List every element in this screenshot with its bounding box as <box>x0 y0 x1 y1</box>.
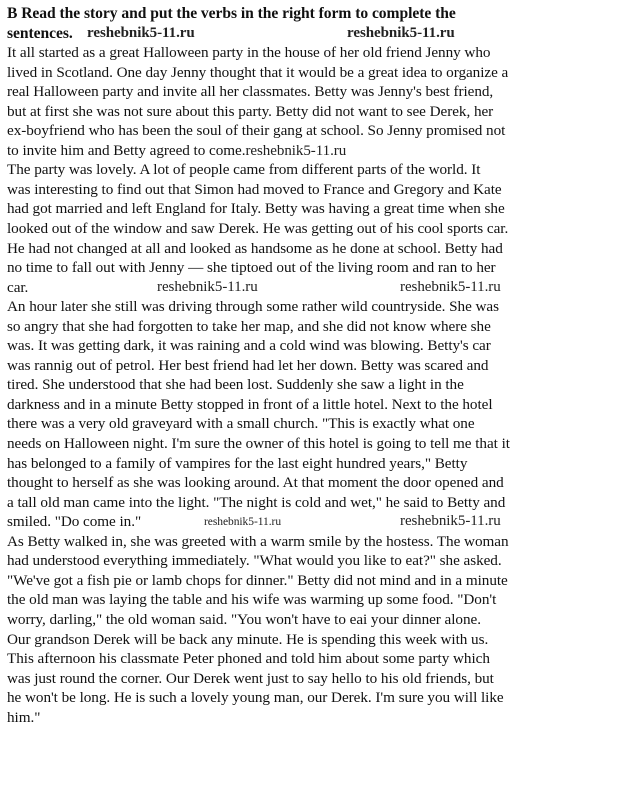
story-line: was rannig out of petrol. Her best friend had let her down. Betty was scared and <box>7 356 489 374</box>
story-line: to invite him and Betty agreed to come.reshebnik5-11.ru <box>7 141 347 159</box>
exercise-heading-cont <box>7 24 619 44</box>
watermark: reshebnik5-11.ru <box>400 278 501 295</box>
story-line: It all started as a great Halloween party in the house of her old friend Jenny who <box>7 44 491 62</box>
story-line: has belonged to a family of vampires for the last eight hundred years," Betty <box>7 454 468 472</box>
story-line: was interesting to find out that Simon had moved to France and Gregory and Kate <box>7 180 502 198</box>
exercise-page <box>7 4 619 727</box>
story-line: real Halloween party and invite all her classmates. Betty was Jenny's best friend, <box>7 83 494 101</box>
story-line: had got married and left England for Italy. Betty was having a great time when she <box>7 200 505 218</box>
story-line: him." <box>7 708 41 726</box>
story-line: "We've got a fish pie or lamb chops for dinner." Betty did not mind and in a minute <box>7 571 508 589</box>
story-line: ex-boyfriend who has been the soul of their gang at school. So Jenny promised not <box>7 122 506 140</box>
story-line: so angry that she had forgotten to take her map, and she did not know where she <box>7 317 491 335</box>
story-line: was just round the corner. Our Derek went just to say hello to his old friends, but <box>7 669 494 687</box>
story-line: smiled. "Do come in." reshebnik5-11.ru reshebnik5-11.ru <box>7 512 619 532</box>
story-line: a tall old man came into the light. "The night is cold and wet," he said to Betty and <box>7 493 506 511</box>
story-line: car. reshebnik5-11.ru reshebnik5-11.ru <box>7 278 501 296</box>
story-line: lived in Scotland. One day Jenny thought that it would be a great idea to organize a <box>7 63 509 81</box>
story-line: needs on Halloween night. I'm sure the owner of this hotel is going to tell me that it <box>7 435 510 453</box>
story-line: was. It was getting dark, it was raining and a cold wind was blowing. Betty's car <box>7 337 491 355</box>
story-line: but at first she was not sure about this party. Betty did not want to see Derek, her <box>7 102 494 120</box>
exercise-heading <box>7 4 619 24</box>
story-line: He had not changed at all and looked as handsome as he done at school. Betty had <box>7 239 503 257</box>
watermark: reshebnik5-11.ru <box>87 24 195 41</box>
heading-line-2: sentences. <box>7 24 73 42</box>
watermark: reshebnik5-11.ru <box>347 24 455 41</box>
watermark: reshebnik5-11.ru <box>157 278 258 295</box>
story-line: there was a very old graveyard with a small church. "This is exactly what one <box>7 415 475 433</box>
story-line: the old man was laying the table and his wife was warming up some food. "Don't <box>7 591 497 609</box>
story-line: looked out of the window and saw Derek. He was getting out of his cool sports car. <box>7 220 509 238</box>
watermark: reshebnik5-11.ru <box>245 142 347 159</box>
story-line: tired. She understood that she had been lost. Suddenly she saw a light in the <box>7 376 464 394</box>
story-line: This afternoon his classmate Peter phoned and told him about some party which <box>7 650 490 668</box>
story-line: no time to fall out with Jenny — she tiptoed out of the living room and ran to her <box>7 259 496 277</box>
watermark: reshebnik5-11.ru <box>400 513 501 530</box>
story-line: he won't be long. He is such a lovely young man, our Derek. I'm sure you will like <box>7 689 504 707</box>
heading-line-1: B Read the story and put the verbs in the right form to complete the <box>7 5 456 22</box>
story-line: Our grandson Derek will be back any minute. He is spending this week with us. <box>7 630 489 648</box>
story-line: An hour later she still was driving through some rather wild countryside. She was <box>7 298 499 316</box>
story-line: worry, darling," the old woman said. "You won't have to eai your dinner alone. <box>7 610 481 628</box>
watermark: reshebnik5-11.ru <box>204 516 282 529</box>
story-line: darkness and in a minute Betty stopped in front of a little hotel. Next to the hotel <box>7 395 493 413</box>
story-line: The party was lovely. A lot of people came from different parts of the world. It <box>7 161 481 179</box>
story-line: had understood everything immediately. "What would you like to eat?" she asked. <box>7 552 502 570</box>
story-line: thought to herself as she was looking around. At that moment the door opened and <box>7 474 504 492</box>
story-line: As Betty walked in, she was greeted with a warm smile by the hostess. The woman <box>7 532 509 550</box>
